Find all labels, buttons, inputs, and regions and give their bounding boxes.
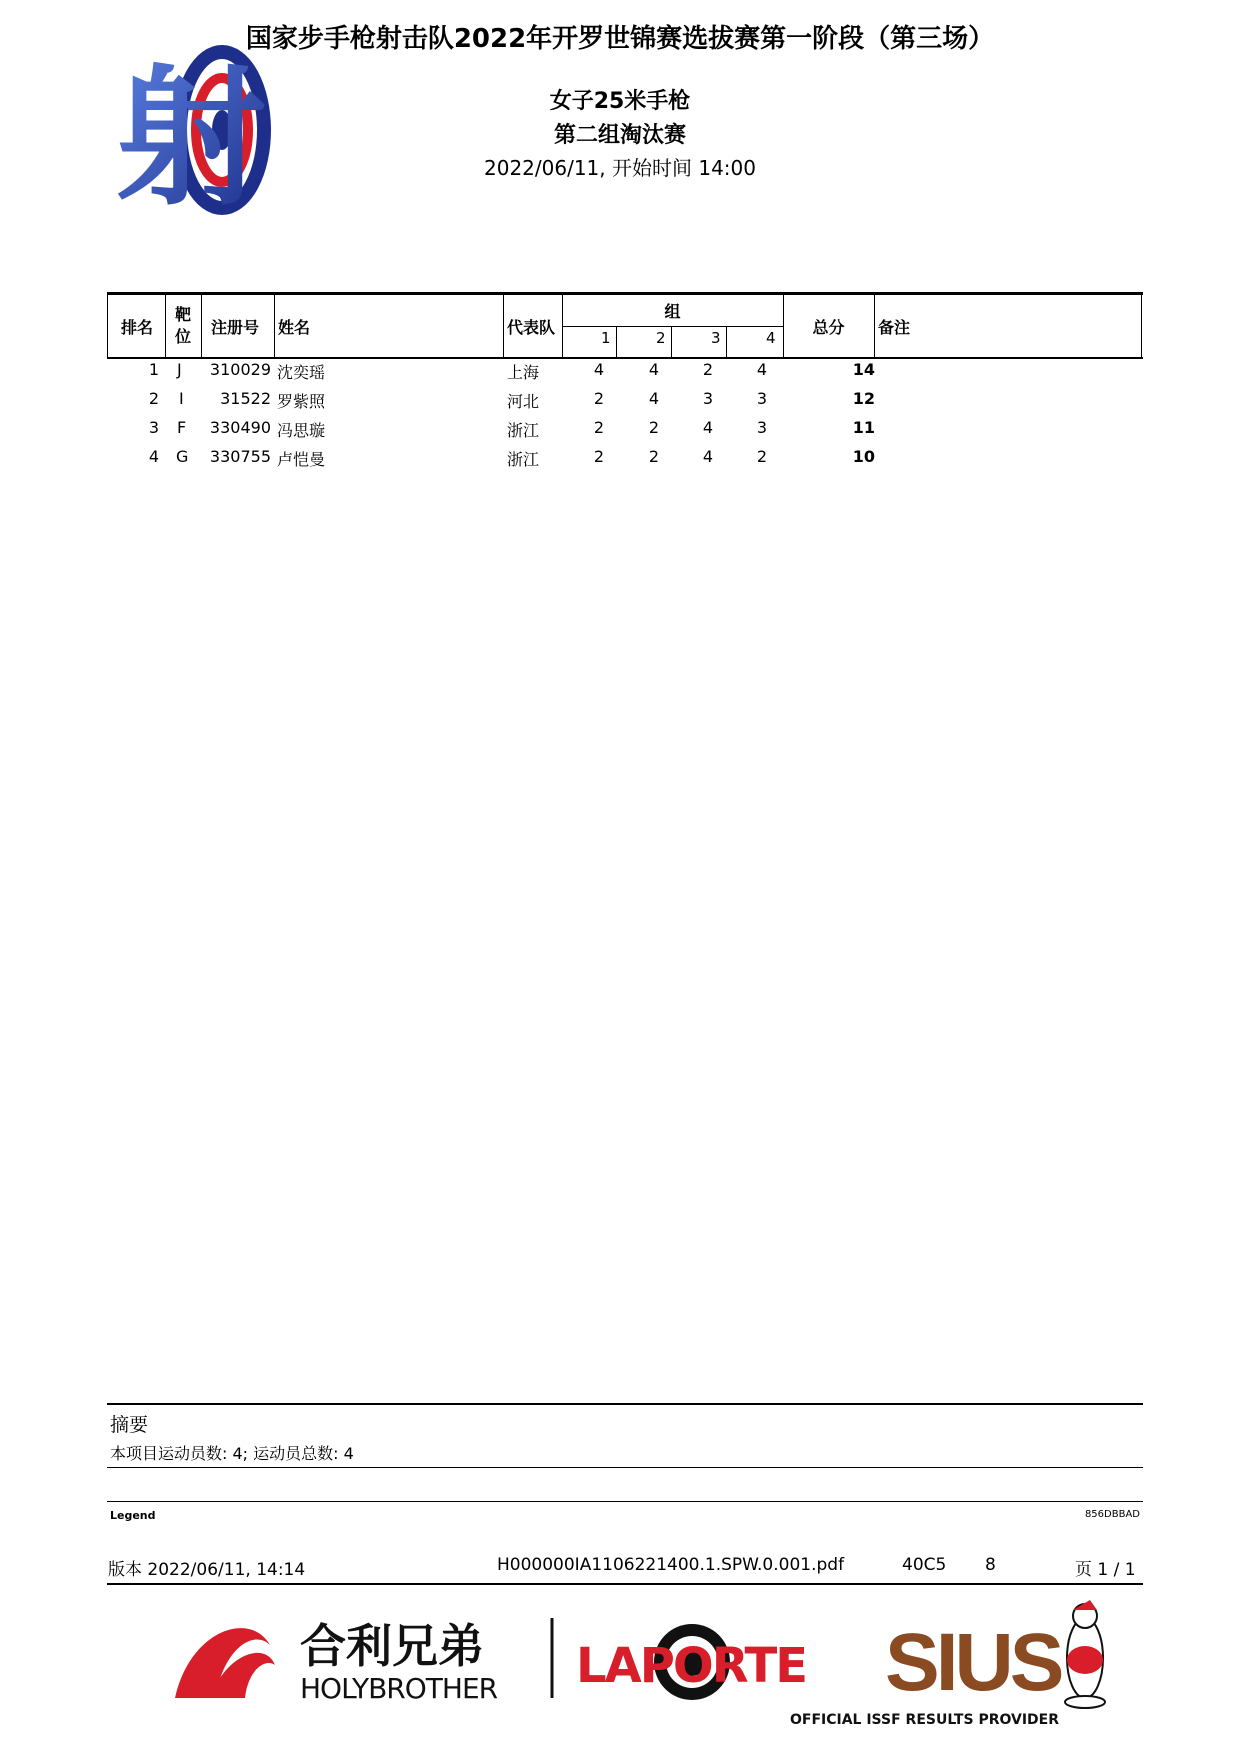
target: J — [177, 360, 182, 379]
series-4: 4 — [756, 360, 768, 379]
total: 11 — [852, 418, 875, 437]
col-series-3: 3 — [711, 329, 721, 347]
team: 上海 — [507, 363, 540, 382]
table-row — [107, 356, 1143, 384]
team: 浙江 — [507, 421, 540, 440]
total: 14 — [852, 360, 875, 379]
legend-code: 856DBBAD — [1084, 1509, 1140, 1520]
reg-no: 330755 — [209, 447, 271, 466]
footer-number: 8 — [985, 1555, 996, 1575]
reg-no: 31522 — [220, 389, 271, 408]
rank: 3 — [148, 418, 159, 437]
rank: 4 — [148, 447, 159, 466]
table-row — [107, 414, 1143, 442]
series-2: 4 — [648, 360, 660, 379]
athlete-name: 卢恺曼 — [277, 450, 326, 469]
target: I — [179, 389, 184, 408]
event-title: 国家步手枪射击队2022年开罗世锦赛选拔赛第一阶段（第三场） — [245, 24, 995, 54]
legend-divider — [107, 1501, 1143, 1502]
series-4: 3 — [756, 389, 768, 408]
series-1: 2 — [593, 418, 605, 437]
series-4: 2 — [756, 447, 768, 466]
sius-text: SIUS — [885, 1617, 1061, 1708]
footer-divider — [107, 1583, 1143, 1585]
col-remarks: 备注 — [878, 317, 911, 337]
series-2: 2 — [648, 418, 660, 437]
summary-text: 本项目运动员数: 4; 运动员总数: 4 — [110, 1444, 354, 1463]
footer-code: 40C5 — [902, 1555, 947, 1575]
summary-title: 摘要 — [110, 1414, 149, 1436]
holybrother-logo-icon — [175, 1628, 275, 1698]
sius-tagline: OFFICIAL ISSF RESULTS PROVIDER — [790, 1712, 1060, 1728]
results-table-header — [107, 292, 1143, 359]
team: 浙江 — [507, 450, 540, 469]
summary-divider — [107, 1403, 1143, 1405]
series-1: 2 — [593, 447, 605, 466]
col-team: 代表队 — [507, 317, 556, 337]
col-series-1: 1 — [601, 329, 611, 347]
athlete-name: 冯思璇 — [277, 421, 326, 440]
rank: 1 — [148, 360, 159, 379]
series-2: 2 — [648, 447, 660, 466]
start-datetime: 2022/06/11, 开始时间 14:00 — [484, 156, 756, 180]
reg-no: 310029 — [209, 360, 271, 379]
col-total: 总分 — [812, 317, 845, 337]
version-text: 版本 2022/06/11, 14:14 — [108, 1560, 306, 1580]
holybrother-en: HOLYBROTHER — [300, 1672, 498, 1705]
sius-mascot-icon — [1065, 1600, 1105, 1708]
team: 河北 — [507, 392, 540, 411]
series-3: 3 — [702, 389, 714, 408]
col-target-line1: 靶 — [174, 305, 191, 324]
col-series-4: 4 — [766, 329, 776, 347]
series-3: 2 — [702, 360, 714, 379]
table-row — [107, 385, 1143, 413]
target: F — [177, 418, 187, 437]
series-1: 4 — [593, 360, 605, 379]
col-rank: 排名 — [121, 317, 154, 337]
event-name: 女子25米手枪 — [549, 89, 691, 114]
target: G — [176, 447, 189, 466]
athlete-name: 沈奕瑶 — [277, 363, 326, 382]
logo-glyph: 射 — [116, 52, 267, 215]
file-name: H000000IA1106221400.1.SPW.0.001.pdf — [497, 1555, 845, 1575]
reg-no: 330490 — [209, 418, 271, 437]
col-reg-no: 注册号 — [211, 317, 260, 337]
holybrother-cn: 合利兄弟 — [300, 1619, 484, 1673]
series-3: 4 — [702, 447, 714, 466]
sponsor-logos — [170, 1590, 1150, 1730]
page-number: 页 1 / 1 — [1075, 1560, 1136, 1580]
col-series-2: 2 — [656, 329, 666, 347]
series-1: 2 — [593, 389, 605, 408]
col-target — [165, 295, 201, 357]
col-group: 组 — [664, 302, 681, 321]
laporte-text: LAPORTE — [576, 1638, 807, 1694]
rank: 2 — [148, 389, 159, 408]
total: 12 — [852, 389, 875, 408]
series-2: 4 — [648, 389, 660, 408]
series-3: 4 — [702, 418, 714, 437]
series-4: 3 — [756, 418, 768, 437]
col-name: 姓名 — [278, 317, 311, 337]
athlete-name: 罗紫照 — [277, 392, 326, 411]
total: 10 — [852, 447, 875, 466]
legend-label: Legend — [110, 1509, 156, 1522]
stage-name: 第二组淘汰赛 — [553, 123, 686, 148]
table-row — [107, 443, 1143, 471]
summary-divider-bottom — [107, 1467, 1143, 1468]
col-target-line2: 位 — [174, 327, 191, 346]
